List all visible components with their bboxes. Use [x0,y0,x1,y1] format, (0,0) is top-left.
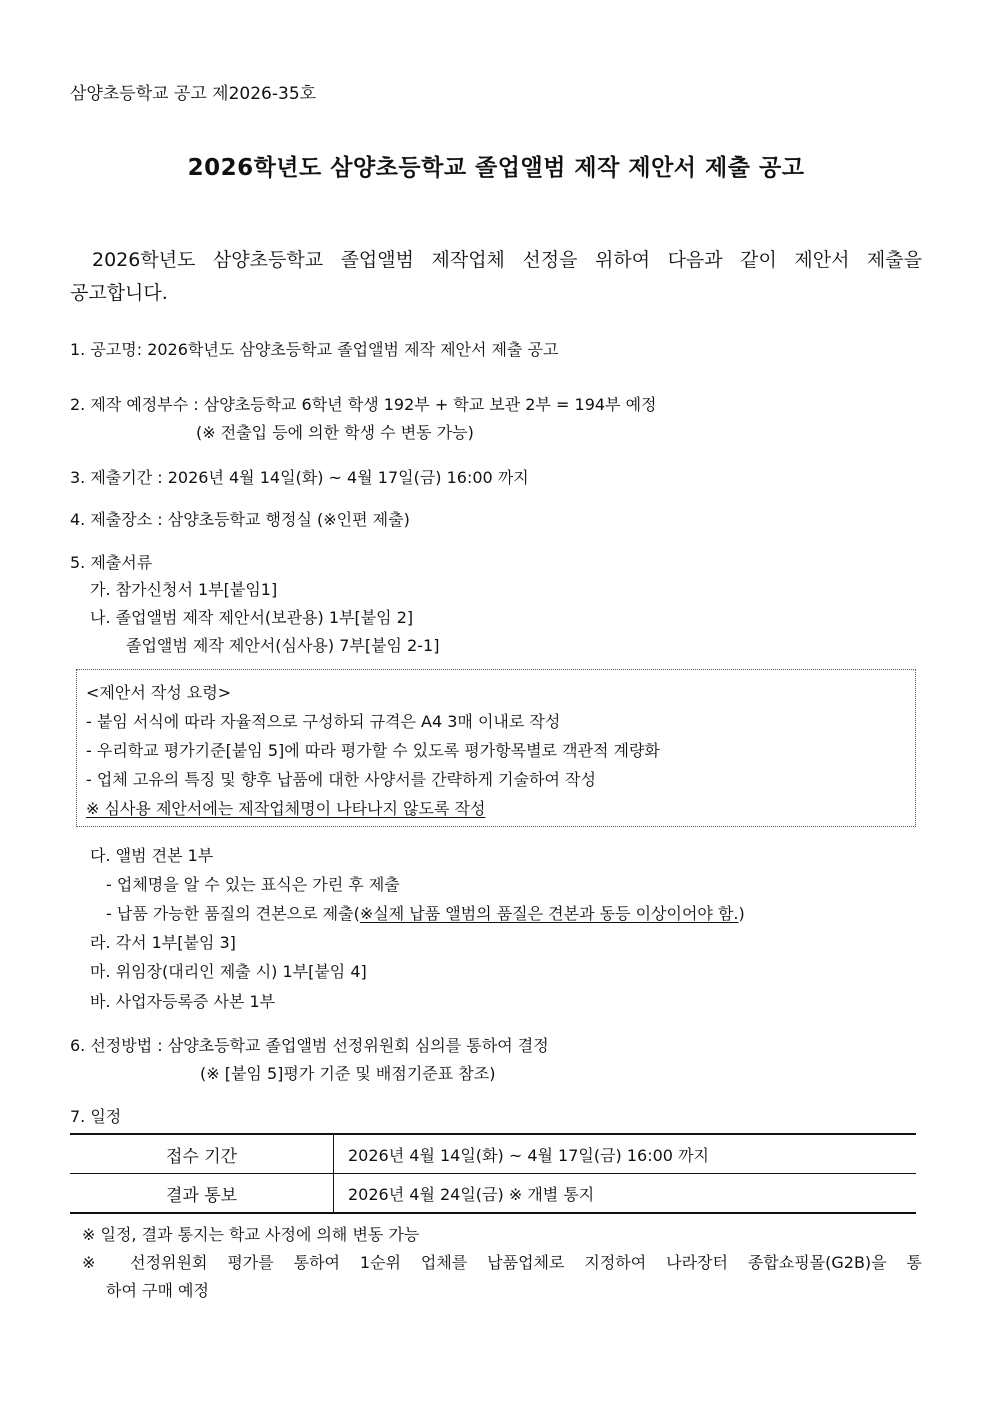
guide-line-1: - 붙임 서식에 따라 자율적으로 구성하되 규격은 A4 3매 이내로 작성 [86,712,561,731]
item-2: 2. 제작 예정부수 : 삼양초등학교 6학년 학생 192부 + 학교 보관 2부 = 194부 예정 [70,395,657,414]
guide-line-3: - 업체 고유의 특징 및 향후 납품에 대한 사양서를 간략하게 기술하여 작성 [86,770,596,789]
item-5: 5. 제출서류 [70,553,153,572]
note-2-continued: 하여 구매 예정 [106,1281,209,1300]
item-4: 4. 제출장소 : 삼양초등학교 행정실 (※인편 제출) [70,510,410,529]
schedule-row [70,1135,916,1173]
item-5-na: 나. 졸업앨범 제작 제안서(보관용) 1부[붙임 2] [90,608,414,627]
guide-heading: <제안서 작성 요령> [86,683,232,702]
document-title: 2026학년도 삼양초등학교 졸업앨범 제작 제안서 제출 공고 [187,155,805,181]
item-7: 7. 일정 [70,1107,122,1126]
intro-line-1: 2026학년도 삼양초등학교 졸업앨범 제작업체 선정을 위하여 다음과 같이 제안서 제출을 [92,249,922,271]
item-5-da-2-pre: - 납품 가능한 품질의 견본으로 제출( [106,904,360,923]
item-5-da-2-post: ) [738,904,745,923]
schedule-value: 2026년 4월 24일(금) ※ 개별 통지 [348,1184,595,1204]
intro-line-2: 공고합니다. [70,282,168,304]
item-6-note: (※ [붙임 5]평가 기준 및 배점기준표 참조) [200,1064,496,1083]
schedule-row [70,1173,916,1212]
document-number: 삼양초등학교 공고 제2026-35호 [70,84,317,104]
item-5-da: 다. 앨범 견본 1부 [90,846,214,865]
guide-line-4: ※ 심사용 제안서에는 제작업체명이 나타나지 않도록 작성 [86,799,486,818]
item-1: 1. 공고명: 2026학년도 삼양초등학교 졸업앨범 제작 제안서 제출 공고 [70,340,559,359]
item-6: 6. 선정방법 : 삼양초등학교 졸업앨범 선정위원회 심의를 통하여 결정 [70,1036,549,1055]
item-5-da-2 [106,901,745,924]
item-5-ra: 라. 각서 1부[붙임 3] [90,933,236,952]
item-5-ma: 마. 위임장(대리인 제출 시) 1부[붙임 4] [90,962,367,981]
schedule-value: 2026년 4월 14일(화) ~ 4월 17일(금) 16:00 까지 [348,1145,709,1165]
item-5-na-2: 졸업앨범 제작 제안서(심사용) 7부[붙임 2-1] [126,636,440,655]
item-2-note: (※ 전출입 등에 의한 학생 수 변동 가능) [196,423,474,442]
schedule-label: 결과 통보 [70,1174,334,1212]
note-2: ※ 선정위원회 평가를 통하여 1순위 업체를 납품업체로 지정하여 나라장터 종합쇼핑몰(G2B)을 통 [82,1253,922,1272]
item-5-ba: 바. 사업자등록증 사본 1부 [90,992,276,1011]
schedule-label: 접수 기간 [70,1135,334,1173]
item-5-da-1: - 업체명을 알 수 있는 표식은 가린 후 제출 [106,875,400,894]
item-5-da-2-underlined: ※실제 납품 앨범의 품질은 견본과 동등 이상이어야 함. [359,904,739,923]
item-5-ga: 가. 참가신청서 1부[붙임1] [90,580,278,599]
guide-line-2: - 우리학교 평가기준[붙임 5]에 따라 평가할 수 있도록 평가항목별로 객관적 계량화 [86,741,660,760]
schedule-table [70,1133,916,1214]
item-3: 3. 제출기간 : 2026년 4월 14일(화) ~ 4월 17일(금) 16:00 까지 [70,468,529,487]
note-1: ※ 일정, 결과 통지는 학교 사정에 의해 변동 가능 [82,1225,420,1244]
